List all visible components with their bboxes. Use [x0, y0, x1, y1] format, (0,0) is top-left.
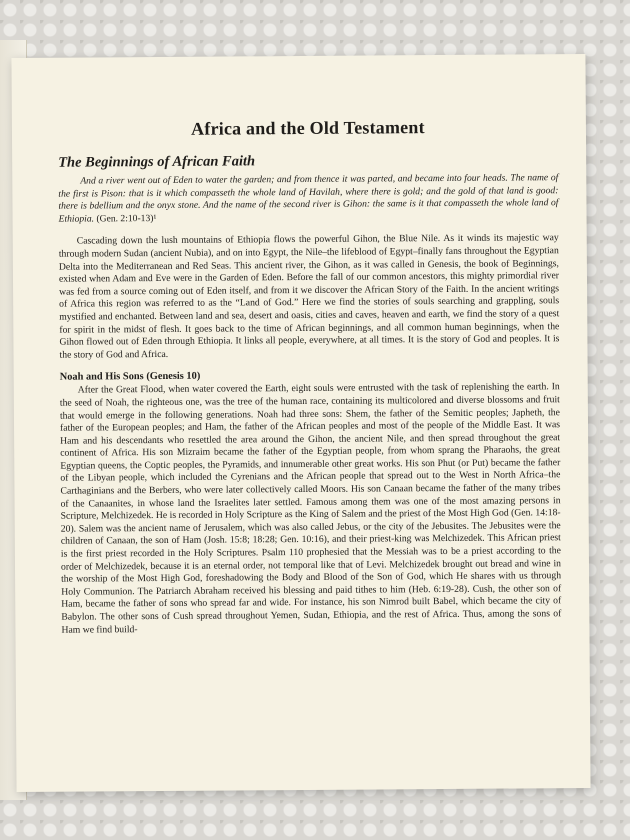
epigraph-text: And a river went out of Eden to water the garden; and from thence it was parted, and became into four heads. The name of the first is Pison: that is it which compasseth the whole land of Havilah, where there is gold; and the gold of that land is good: there is bdellium and the onyx stone. And the name of the second river is Gihon: the same is it that compasseth the whole land of Ethiopia. — [58, 172, 559, 225]
paragraph-gihon: Cascading down the lush mountains of Ethiopia flows the powerful Gihon, the Blue Nile. As it winds its majestic way through modern Sudan (ancient Nubia), and on into Egypt, the Nile–the lifeblood of Egypt–finally fans throughout the Egyptian Delta into the Mediterranean and Red Seas. This ancient river, the Gihon, as it was called in Genesis, the book of Beginnings, existed when Adam and Eve were in the Garden of Eden. Before the fall of our common ancestors, this mighty primordial river was fed from a source coming out of Eden itself, and from it we discover the African Story of the Faith. In the ancient writings of Africa this region was referred to as the “Land of God.” Here we find the stories of souls searching and grappling, souls mystified and enchanted. Between land and sea, desert and oasis, cities and caves, heaven and earth, we find the story of a quest for spirit in the midst of flesh. It goes back to the time of African beginnings, and all common human beginnings, when the Gihon flowed out of Eden through Ethiopia. It links all people, everywhere, at all times. It is the story of God and peoples. It is the story of God and Africa. — [58, 232, 560, 361]
subheading-noah: Noah and His Sons (Genesis 10) — [59, 371, 201, 383]
paragraph-noah-sons: After the Great Flood, when water covered the Earth, eight souls were entrusted with the task of replenishing the earth. In the seed of Noah, the righteous one, was the tree of the human race, containing its multicolored and diverse blossoms and fruit that would emerge in the following generations. Noah had three sons: Shem, the father of the Semitic peoples; Japheth, the father of the European peoples; and Ham, the father of the African peoples and most of the people of the Middle East. It was Ham and his descendants who resettled the area around the Gihon, the ancient Nile, and then spread throughout the great continent of Africa. His son Mizraim became the father of the Egyptian people, from whom sprang the Pharaohs, the great Egyptian queens, the Coptic peoples, the Pyramids, and innumerable other great works. His son Phut (or Put) became the father of the Libyan people, which included the Cyrenians and the African people that spread out to the West in North Africa–the Carthaginians and the Berbers, who were later collectively called Moors. His son Canaan became the father of the many tribes of the Canaanites, in whose land the Israelites later settled. Famous among them was one of the most amazing persons in Scripture, Melchizedek. He is recorded in Holy Scripture as the King of Salem and the priest of the Most High God (Gen. 14:18-20). Salem was the ancient name of Jerusalem, which was also called Jebus, or the city of the Jebusites. The Jebusites were the children of Canaan, the son of Ham (Josh. 15:8; 18:28; Gen. 10:16), and their priest-king was Melchizedek. This African priest is the first priest recorded in the Holy Scriptures. Psalm 110 prophesied that the Messiah was to be a priest according to the order of Melchizedek, because it is an eternal order, not temporal like that of Levi. Melchizedek brought out bread and wine in the worship of the Most High God, foreshadowing the Body and Blood of the Son of God, which He shares with us through Holy Communion. The Patriarch Abraham received his blessing and paid tithes to him (Heb. 6:19-28). Cush, the other son of Ham, became the father of sons who spread far and wide. For instance, his son Nimrod built Babel, which became the city of Babylon. The other sons of Cush spread throughout Yemen, Sudan, Ethiopia, and the rest of Africa. Thus, among the sons of Ham we find build- — [59, 381, 562, 636]
scripture-epigraph — [58, 172, 558, 226]
page-title: Africa and the Old Testament — [191, 117, 425, 139]
epigraph-reference: (Gen. 2:10-13)¹ — [96, 212, 157, 225]
section-heading: The Beginnings of African Faith — [58, 153, 256, 171]
book-page — [11, 54, 590, 792]
